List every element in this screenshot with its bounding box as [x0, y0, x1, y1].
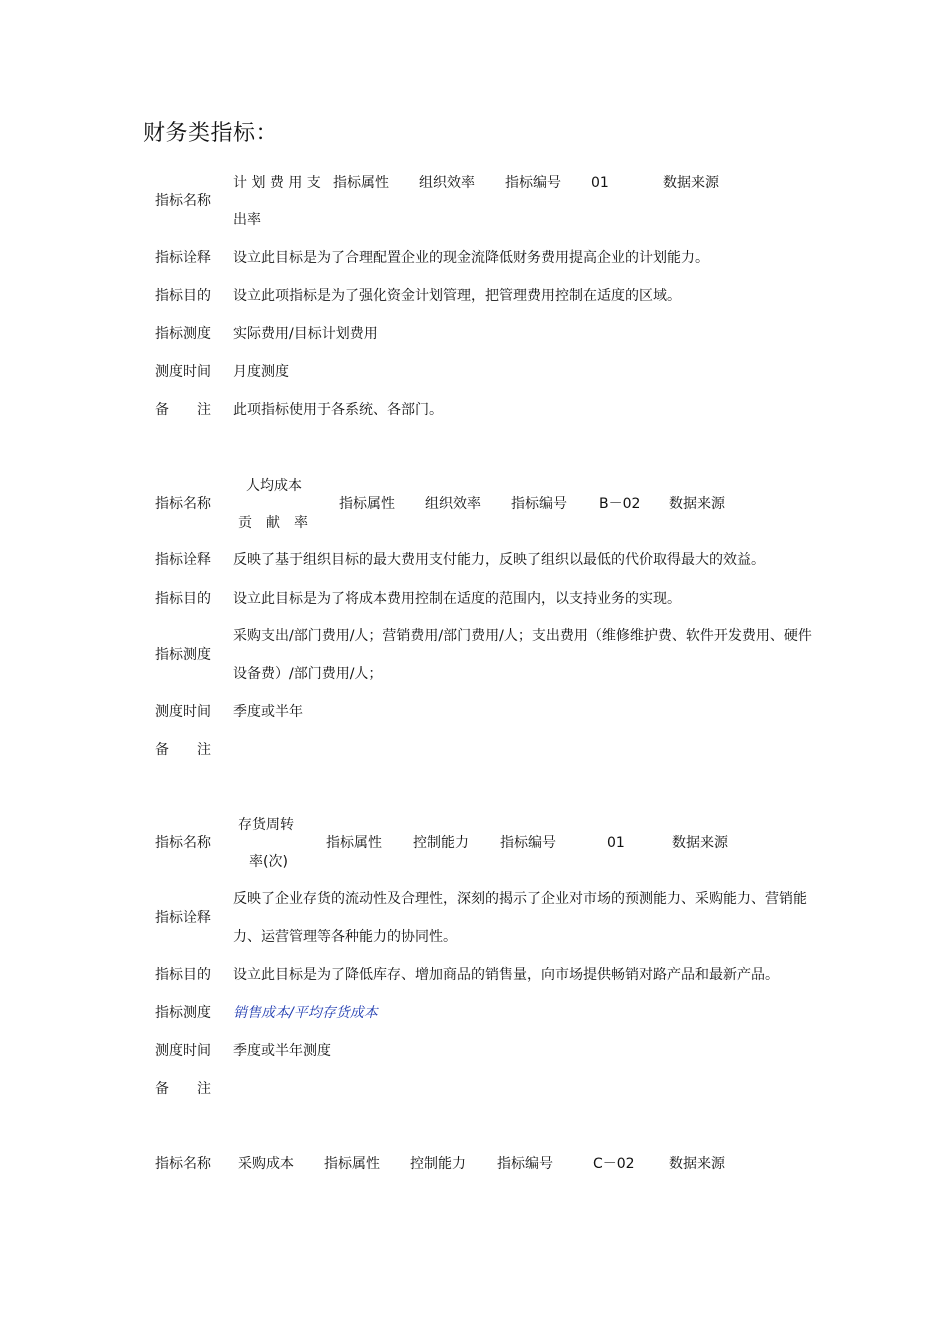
name-value-line2: 率(次) — [249, 854, 288, 870]
source-label: 数据来源 — [672, 835, 728, 851]
row-value: 设立此目标是为了将成本费用控制在适度的范围内，以支持业务的实现。 — [233, 591, 681, 607]
row-label: 指标测度 — [155, 647, 211, 663]
row-value: 季度或半年 — [233, 704, 303, 720]
name-label: 指标名称 — [155, 835, 211, 851]
row-label: 指标目的 — [155, 967, 211, 983]
attr-label: 指标属性 — [326, 835, 382, 851]
attr-value: 组织效率 — [419, 175, 475, 191]
attr-label: 指标属性 — [333, 175, 389, 191]
row-label: 指标诠释 — [155, 552, 211, 568]
code-value: B－02 — [599, 496, 641, 512]
row-value: 设立此目标是为了合理配置企业的现金流降低财务费用提高企业的计划能力。 — [233, 250, 709, 266]
row-value: 反映了基于组织目标的最大费用支付能力，反映了组织以最低的代价取得最大的效益。 — [233, 552, 765, 568]
name-label: 指标名称 — [155, 1156, 211, 1172]
attr-value: 组织效率 — [425, 496, 481, 512]
row-value: 此项指标使用于各系统、各部门。 — [233, 402, 443, 418]
name-label: 指标名称 — [155, 193, 211, 209]
source-label: 数据来源 — [663, 175, 719, 191]
code-label: 指标编号 — [511, 496, 567, 512]
row-label: 指标目的 — [155, 591, 211, 607]
name-label: 指标名称 — [155, 496, 211, 512]
attr-label: 指标属性 — [339, 496, 395, 512]
row-label: 备 注 — [155, 742, 211, 758]
name-value-line1: 人均成本 — [246, 478, 302, 494]
row-label: 指标目的 — [155, 288, 211, 304]
row-value: 季度或半年测度 — [233, 1043, 331, 1059]
row-value-link[interactable]: 销售成本/平均存货成本 — [233, 1005, 378, 1021]
row-value: 设立此项指标是为了强化资金计划管理，把管理费用控制在适度的区域。 — [233, 288, 681, 304]
code-label: 指标编号 — [497, 1156, 553, 1172]
code-label: 指标编号 — [505, 175, 561, 191]
source-label: 数据来源 — [669, 496, 725, 512]
source-label: 数据来源 — [669, 1156, 725, 1172]
row-value: 设立此目标是为了降低库存、增加商品的销售量，向市场提供畅销对路产品和最新产品。 — [233, 967, 779, 983]
name-value-line2: 出率 — [233, 212, 261, 228]
attr-value: 控制能力 — [413, 835, 469, 851]
row-label: 测度时间 — [155, 704, 211, 720]
row-value: 采购支出/部门费用/人；营销费用/部门费用/人；支出费用（维修维护费、软件开发费用、硬件设备费）/部门费用/人； — [233, 628, 812, 682]
attr-value: 控制能力 — [410, 1156, 466, 1172]
code-value: C－02 — [593, 1156, 635, 1172]
name-value-line1: 存货周转 — [238, 817, 294, 833]
page-title: 财务类指标： — [143, 121, 279, 146]
row-label: 备 注 — [155, 402, 211, 418]
row-label: 测度时间 — [155, 364, 211, 380]
row-label: 备 注 — [155, 1081, 211, 1097]
row-value: 月度测度 — [233, 364, 289, 380]
row-label: 指标测度 — [155, 1005, 211, 1021]
code-label: 指标编号 — [500, 835, 556, 851]
row-label: 指标测度 — [155, 326, 211, 342]
code-value: 01 — [591, 175, 609, 191]
code-value: 01 — [607, 835, 625, 851]
name-value-line1: 计 划 费 用 支 — [233, 175, 321, 191]
name-value-line2: 贡 献 率 — [238, 515, 308, 531]
name-value: 采购成本 — [238, 1156, 294, 1172]
row-label: 指标诠释 — [155, 250, 211, 266]
row-value: 实际费用/目标计划费用 — [233, 326, 378, 342]
row-label: 指标诠释 — [155, 910, 211, 926]
attr-label: 指标属性 — [324, 1156, 380, 1172]
row-label: 测度时间 — [155, 1043, 211, 1059]
row-value: 反映了企业存货的流动性及合理性，深刻的揭示了企业对市场的预测能力、采购能力、营销能力、运营管理等各种能力的协同性。 — [233, 891, 807, 945]
